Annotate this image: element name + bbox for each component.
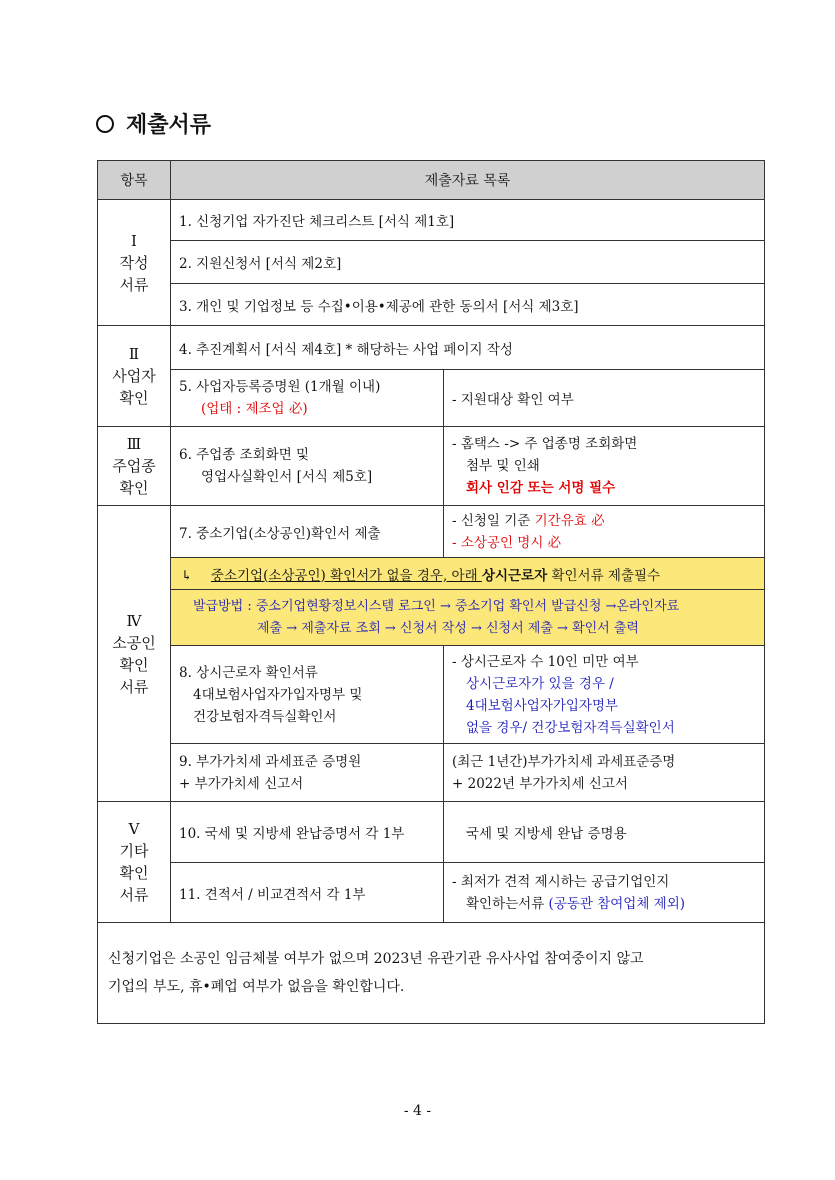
circle-bullet-icon [96,115,114,133]
section-4-label: Ⅳ 소공인 확인 서류 [98,506,171,802]
return-arrow-icon: ↳ [181,567,193,584]
row-11-right: - 최저가 견적 제시하는 공급기업인지 확인하는서류 (공동관 참여업체 제외) [444,863,765,923]
section-title: 제출서류 [126,113,212,138]
row-5-left: 5. 사업자등록증명원 (1개월 이내) (업태 : 제조업 必) [171,370,444,427]
row-8-left: 8. 상시근로자 확인서류 4대보험사업자가입자명부 및 건강보험자격득실확인서 [171,646,444,744]
row-8-right: - 상시근로자 수 10인 미만 여부 상시근로자가 있을 경우 / 4대보험사업자가입자명부 없을 경우/ 건강보험자격득실확인서 [444,646,765,744]
confirmation-statement: 신청기업은 소공인 임금체불 여부가 없으며 2023년 유관기관 유사사업 참여중이지 않고 기업의 부도, 휴•폐업 여부가 없음을 확인합니다. [98,923,765,1024]
row-5-right: - 지원대상 확인 여부 [444,370,765,427]
row-9-left: 9. 부가가치세 과세표준 증명원 + 부가가치세 신고서 [171,744,444,802]
table-row [98,427,765,506]
row-6-right: - 홈택스 -> 주 업종명 조회화면 첨부 및 인쇄 회사 인감 또는 서명 필수 [444,427,765,506]
table-row [98,744,765,802]
table-row [98,558,765,590]
header-list: 제출자료 목록 [171,161,765,200]
row-2: 2. 지원신청서 [서식 제2호] [171,241,765,284]
row-10-right: 국세 및 지방세 완납 증명용 [444,802,765,863]
table-row [98,646,765,744]
section-5-label: Ⅴ 기타 확인 서류 [98,802,171,923]
note-row: ↳ 중소기업(소상공인) 확인서가 없을 경우, 아래 상시근로자 확인서류 제출필수 [171,558,765,590]
row-4: 4. 추진계획서 [서식 제4호] * 해당하는 사업 페이지 작성 [171,326,765,370]
row-9-right: (최근 1년간)부가가치세 과세표준증명 + 2022년 부가가치세 신고서 [444,744,765,802]
table-row [98,802,765,863]
documents-table [97,160,765,1024]
section-1-label: Ⅰ 작성 서류 [98,200,171,326]
table-row [98,506,765,558]
row-11-left: 11. 견적서 / 비교견적서 각 1부 [171,863,444,923]
page-number: - 4 - [403,1103,432,1119]
row-6-left: 6. 주업종 조회화면 및 영업사실확인서 [서식 제5호] [171,427,444,506]
table-row [98,370,765,427]
table-row [98,200,765,241]
table-row [98,241,765,284]
section-3-label: Ⅲ 주업종 확인 [98,427,171,506]
table-row [98,284,765,326]
header-item: 항목 [98,161,171,200]
table-header-row [98,161,765,200]
table-row [98,923,765,1024]
table-row [98,590,765,646]
row-1: 1. 신청기업 자가진단 체크리스트 [서식 제1호] [171,200,765,241]
row-7-right: - 신청일 기준 기간유효 必 - 소상공인 명시 必 [444,506,765,558]
row-10-left: 10. 국세 및 지방세 완납증명서 각 1부 [171,802,444,863]
table-row [98,326,765,370]
row-7-left: 7. 중소기업(소상공인)확인서 제출 [171,506,444,558]
issue-method-row: 발급방법 : 중소기업현황정보시스템 로그인 → 중소기업 확인서 발급신청 →온라인자료 제출 → 제출자료 조회 → 신청서 작성 → 신청서 제출 → 확인서 출력 [171,590,765,646]
section-heading [96,108,211,139]
row-3: 3. 개인 및 기업정보 등 수집•이용•제공에 관한 동의서 [서식 제3호] [171,284,765,326]
table-row [98,863,765,923]
section-2-label: Ⅱ 사업자 확인 [98,326,171,427]
